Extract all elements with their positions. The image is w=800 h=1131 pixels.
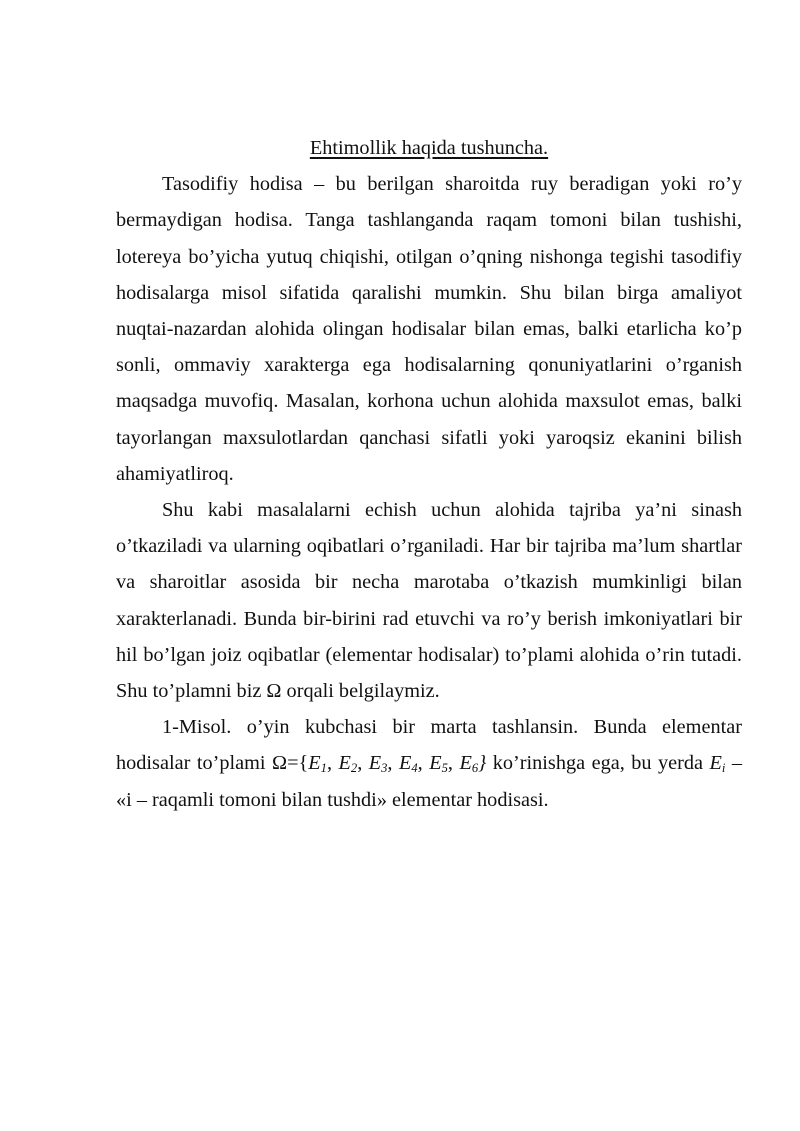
- example-text-end: – «i – raqamli tomoni bilan tushdi» elementar hodisasi.: [116, 752, 743, 811]
- document-title: Ehtimollik haqida tushuncha.: [309, 137, 549, 159]
- example-text-intro: 1-Misol. o’yin kubchasi bir marta tashlansin. Bunda elementar hodisalar to’plami: [116, 716, 742, 775]
- paragraph-random-event: Tasodifiy hodisa – bu berilgan sharoitda ruy beradigan yoki ro’y bermaydigan hodisa. Tanga tashlanganda raqam tomoni bilan tushishi, lotereya bo’yicha yutuq chiqishi, otilgan o’qning nishonga tegishi tasodifiy hodisalarga misol sifatida qaralishi mumkin. Shu bilan birga amaliyot nuqtai-nazardan alohida olingan hodisalar bilan emas, balki etarlicha ko’p sonli, ommaviy xarakterga ega hodisalarning qonuniyatlarini o’rganish maqsadga muvofiq. Masalan, korhona uchun alohida maxsulot emas, balki tayorlangan maxsulotlardan qanchasi sifatli yoki yaroqsiz ekanini bilish ahamiyatliroq.: [116, 173, 742, 485]
- example-text-middle: ko’rinishga ega, bu yerda: [486, 752, 710, 775]
- paragraph-example-1: [116, 709, 742, 818]
- document-page: [116, 130, 742, 818]
- paragraph-experiment: Shu kabi masalalarni echish uchun alohida tajriba ya’ni sinash o’tkaziladi va ularning oqibatlari o’rganiladi. Har bir tajriba ma’lum shartlar va sharoitlar asosida bir necha marotaba o’tkazish mumkinligi bilan xarakterlanadi. Bunda bir-birini rad etuvchi va ro’y berish imkoniyatlari bir hil bo’lgan joiz oqibatlar (elementar hodisalar) to’plami alohida o’rin tutadi. Shu to’plamni biz Ω orqali belgilaymiz.: [116, 499, 742, 703]
- omega-set-expression: $\Omega=\{E_1$, $E_2$, $E_3$, $E_4$, $E_5$, $E_6$}: [272, 752, 487, 776]
- ei-symbol: $E_i$: [709, 752, 726, 776]
